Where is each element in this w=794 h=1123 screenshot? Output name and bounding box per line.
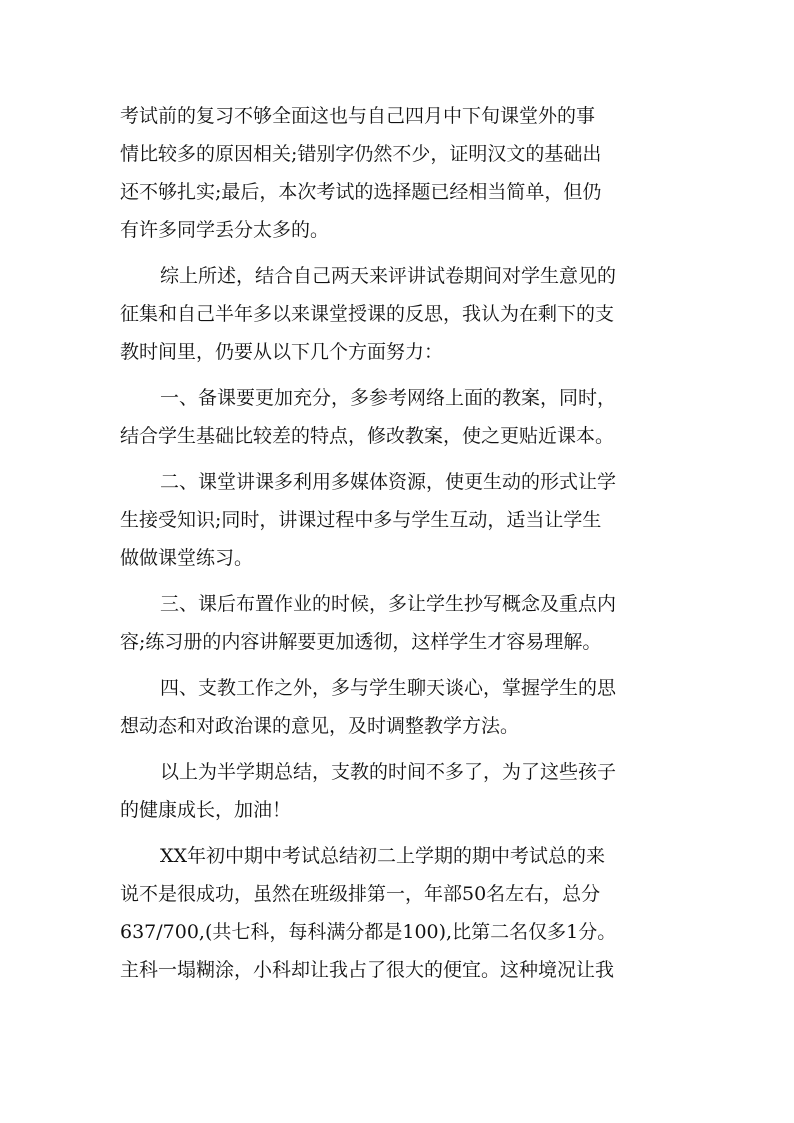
text-line: 一、备课要更加充分，多参考网络上面的教案，同时， <box>160 387 617 409</box>
text-line: 容;练习册的内容讲解要更加透彻，这样学生才容易理解。 <box>120 631 602 653</box>
paragraph-point-four <box>120 669 688 745</box>
text-line: 情比较多的原因相关;错别字仍然不少，证明汉文的基础出 <box>120 143 602 165</box>
paragraph-exam-summary <box>120 837 688 989</box>
text-line: 以上为半学期总结，支教的时间不多了，为了这些孩子 <box>160 761 617 783</box>
paragraph-summary <box>120 257 688 371</box>
paragraph-point-one <box>120 379 688 455</box>
text-line: 有许多同学丢分太多的。 <box>120 219 330 241</box>
text-line: 综上所述，结合自己两天来评讲试卷期间对学生意见的 <box>160 265 617 287</box>
text-line: 结合学生基础比较差的特点，修改教案，使之更贴近课本。 <box>120 425 615 447</box>
text-line: 教时间里，仍要从以下几个方面努力： <box>120 341 444 363</box>
text-line: 的健康成长，加油！ <box>120 799 292 821</box>
text-line: 四、支教工作之外，多与学生聊天谈心，掌握学生的思 <box>160 677 617 699</box>
text-line: 考试前的复习不够全面这也与自己四月中下旬课堂外的事 <box>120 105 596 127</box>
text-line: 还不够扎实;最后，本次考试的选择题已经相当简单，但仍 <box>120 181 602 203</box>
text-line: 征集和自己半年多以来课堂授课的反思，我认为在剩下的支 <box>120 303 615 325</box>
text-line: 637/700,(共七科，每科满分都是100),比第二名仅多1分。 <box>120 921 617 943</box>
paragraph-conclusion <box>120 753 688 829</box>
text-line: 做做课堂练习。 <box>120 547 254 569</box>
paragraph-review <box>120 97 688 249</box>
text-line: 想动态和对政治课的意见，及时调整教学方法。 <box>120 715 520 737</box>
text-line: 生接受知识;同时，讲课过程中多与学生互动，适当让学生 <box>120 509 602 531</box>
text-line: 三、课后布置作业的时候，多让学生抄写概念及重点内 <box>160 593 617 615</box>
document-body <box>120 97 688 989</box>
text-line: XX年初中期中考试总结初二上学期的期中考试总的来 <box>160 845 606 867</box>
text-line: 说不是很成功，虽然在班级排第一，年部50名左右，总分 <box>120 883 601 905</box>
text-line: 主科一塌糊涂，小科却让我占了很大的便宜。这种境况让我 <box>120 959 615 981</box>
text-line: 二、课堂讲课多利用多媒体资源，使更生动的形式让学 <box>160 471 617 493</box>
paragraph-point-three <box>120 585 688 661</box>
paragraph-point-two <box>120 463 688 577</box>
